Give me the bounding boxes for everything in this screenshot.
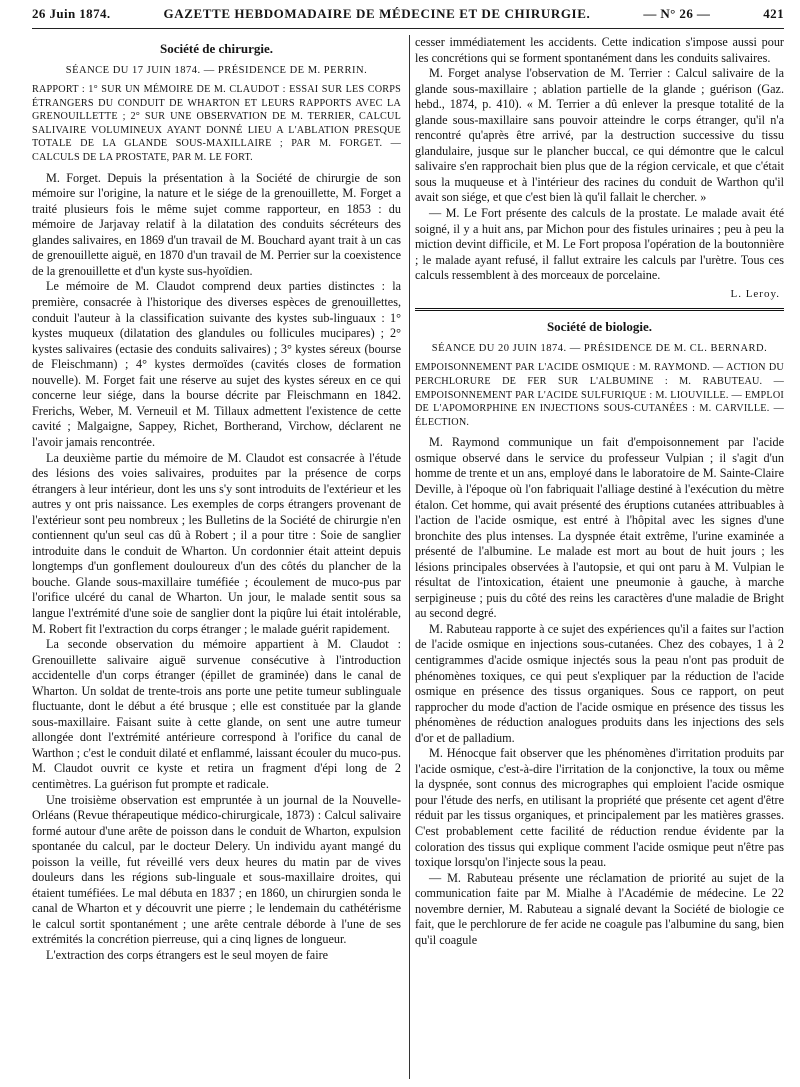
- section-title-chirurgie: Société de chirurgie.: [160, 41, 273, 56]
- session-summary: RAPPORT : 1° SUR UN MÉMOIRE DE M. CLAUDOT : ESSAI SUR LES CORPS ÉTRANGERS DU CONDUIT DE WHARTON ET LEURS RAPPORTS AVEC LA GRENOUILLETTE ; 2° SUR UNE OBSERVATION DE M. TERRIER, CALCUL SALIVAIRE VOLUMINEUX AYANT DONNÉ LIEU A L'ABLATION PRESQUE TOTALE DE LA GLANDE SOUS-MAXILLAIRE ; PAR M. FORGET. — CALCULS DE LA PROSTATE, PAR M. LE FORT.: [32, 84, 401, 164]
- section-divider: [415, 308, 784, 311]
- paragraph: M. Raymond communique un fait d'empoisonnement par l'acide osmique observé dans le service du professeur Vulpian ; il s'agit d'un homme de trente et un ans, employé dans le laboratoire de M. Sainte-Claire Deville, à l'époque où l'on fabriquait l'alliage destiné à l'exécution du mètre étalon. Cet homme, qui avait présenté des éruptions cutanées attribuables à l'action de l'acide osmique, est entré à l'hôpital avec les signes d'une bronchite des plus intenses. La dyspnée était extrême, l'urine examinée a présenté de l'albumine. Le malade est mort au bout de huit jours ; les lésions principales observées à l'autopsie, et qui ont paru à M. Vulpian le résultat de l'intoxication, étaient une pneumonie à gauche, à marche serpigineuse ; puis du côté des reins les caractères d'une maladie de Bright au second degré.: [415, 435, 784, 621]
- paragraph: — M. Rabuteau présente une réclamation de priorité au sujet de la communication faite par M. Mialhe à l'Académie de médecine. Le 22 novembre dernier, M. Rabuteau a signalé devant la Société de biologie ce fait, que le perchlorure de fer acide ne coagule pas l'albumine du sang, bien qu'il coagule: [415, 870, 784, 947]
- paragraph: La deuxième partie du mémoire de M. Claudot est consacrée à l'étude des lésions des voies salivaires, produites par la présence de corps étrangers à leur intérieur, dont les uns s'y sont introduits de l'extérieur et les autres y ont pris naissance. Les exemples de corps étrangers provenant de l'extérieur sont peu nombreux ; les Bulletins de la Société de chirurgie n'en contiennent qu'un seul cas dû à Robert ; il a pour titre : Soie de sanglier introduite dans le conduit de Wharton. Un cordonnier était atteint depuis longtemps d'un gonflement douloureux d'un des côtés du plancher de la bouche. Glande sous-maxillaire tuméfiée ; écoulement de muco-pus par l'orifice ulcéré du canal de Wharton. Un jour, le malade sentit sous sa langue l'extrémité d'une soie de sanglier dont la piqûre lui était intolérable, M. Robert fit l'extraction du corps étranger ; le malade guérit rapidement.: [32, 450, 401, 636]
- right-column: [407, 35, 784, 1085]
- header-page-number: 421: [763, 6, 784, 21]
- paragraph: M. Hénocque fait observer que les phénomènes d'irritation produits par l'acide osmique, c'est-à-dire l'irritation de la conjonctive, la toux ou même la dyspnée, sont connus des micrographes qui emploient l'acide osmique pour l'étude des nerfs, en utilisant la propriété que présente cet agent d'être réduit par les tissus organiques, et principalement par les matières grasses. C'est probablement cette facilité de réduction rendue évidente par la coloration des tissus qui explique comment l'acide osmique peut n'être pas toxique lorsqu'on l'injecte sous la peau.: [415, 746, 784, 870]
- paragraph: Le mémoire de M. Claudot comprend deux parties distinctes : la première, consacrée à l'historique des diverses espèces de grenouillettes, conduit l'auteur à la classification suivante des kystes sub-linguaux : 1° kystes muqueux (dilatation des glandules ou follicules mucipares) ; 2° kystes salivaires (ectasie des conduits salivaires) ; 3° kystes séreux (bourse de Fleischmann) ; 4° kystes dermoïdes (cavités closes de formation nouvelle). M. Forget fait une réserve au sujet des kystes séreux en ce qui concerne leur siége, dans la bourse décrite par Fleischmann en 1842. Frerichs, Weber, M. Verneuil et M. Tillaux admettent l'existence de cette cavité ; Malgaigne, Sappey, Richet, Bortherand, Virchow, déclarent ne l'avoir jamais rencontrée.: [32, 279, 401, 449]
- seance-line: SÉANCE DU 17 JUIN 1874. — PRÉSIDENCE DE M. PERRIN.: [65, 64, 368, 76]
- header-issue-number: — N° 26 —: [643, 6, 711, 21]
- paragraph: La seconde observation du mémoire appartient à M. Claudot : Grenouillette salivaire aiguë survenue consécutive à l'introduction accidentelle d'un corps étranger (épillet de graminée) dans le canal de Wharton. Un soldat de trente-trois ans porte une petite tumeur sublinguale fluctuante, dont le début a été brusque ; elle est constituée par la glande sous-maxillaire. Faisant suite à cette glande, on sent une autre tumeur allongée dont l'extrémité antérieure correspond à l'orifice du canal de Warthon ; c'est le conduit dilaté et enflammé, laissant écouler du muco-pus. M. Claudot ouvrit ce kyste et retira un fragment d'épi long de 2 centimètres. La guérison fut prompte et radicale.: [32, 637, 401, 791]
- paragraph: M. Forget. Depuis la présentation à la Société de chirurgie de son mémoire sur l'origine, la nature et le siége de la grenouillette, M. Forget a traité plusieurs fois le même sujet comme rapporteur, en 1853 : du mémoire de Jarjavay relatif à la dilatation des conduits sécréteurs des glandes salivaires, en 1869 d'un travail de M. Bouchard ayant trait à un cas de grenouillette aiguë, en 1870 d'un travail de M. Perrier sur la coexistence de la grenouillette et d'un kyste sus-hyoïdien.: [32, 170, 401, 278]
- paragraph: L'extraction des corps étrangers est le seul moyen de faire: [46, 948, 329, 962]
- left-column: [32, 35, 407, 1085]
- paragraph: M. Forget analyse l'observation de M. Terrier : Calcul salivaire de la glande sous-maxillaire ; ablation partielle de la glande ; guérison (Gaz. hebd., 1874, p. 410). « M. Terrier a dû enlever la presque totalité de la glande sous-maxillaire sans pouvoir atteindre le corps étranger, qu'il n'a rencontré qu'après être arrivé, par la destruction successive du tissu glandulaire, jusque sur le plancher buccal, ce qui démontre que le calcul salivaire s'en rapprochait bien plus que de la région cervicale, et que c'était sous la muqueuse et à l'intérieur des racines du conduit de Warthon qu'il avait son siége, et que c'est bien là qu'il fallait le chercher. »: [415, 66, 784, 205]
- paragraph: cesser immédiatement les accidents. Cette indication s'impose aussi pour les concrétions qui se forment spontanément dans les conduits salivaires.: [415, 35, 784, 65]
- header-date: 26 Juin 1874.: [32, 6, 111, 21]
- paragraph: Une troisième observation est empruntée à un journal de la Nouvelle-Orléans (Revue thérapeutique médico-chirurgicale, 1873) : Calcul salivaire formé autour d'une arête de poisson dans le conduit de Wharton, expulsion spontanée du calcul, par le docteur Delery. Un individu ayant mangé du poisson la veille, fut réveillé vers deux heures du matin par de vives douleurs dans les régions sub-linguale et sous-maxillaire droites, qui étaient tuméfiées. Le mal débuta en 1837 ; en 1860, un chirurgien sonda le canal de Wharton et y découvrit une pierre ; le lendemain du cathétérisme le calcul sortit spontanément ; une arête centrale déborde à l'une de ses extrémités la concrétion pierreuse, qui a cinq lignes de longueur.: [32, 792, 401, 947]
- seance-line: SÉANCE DU 20 JUIN 1874. — PRÉSIDENCE DE M. CL. BERNARD.: [431, 342, 768, 354]
- header-journal-title: GAZETTE HEBDOMADAIRE DE MÉDECINE ET DE CHIRURGIE.: [163, 6, 591, 21]
- session-summary: EMPOISONNEMENT PAR L'ACIDE OSMIQUE : M. RAYMOND. — ACTION DU PERCHLORURE DE FER SUR L'ALBUMINE : M. RABUTEAU. — EMPOISONNEMENT PAR L'ACIDE SULFURIQUE : M. LIOUVILLE. — EMPLOI DE L'APOMORPHINE EN INJECTIONS SOUS-CUTANÉES : M. CARVILLE. — ÉLECTION.: [415, 362, 784, 428]
- section-title-biologie: Société de biologie.: [546, 319, 653, 335]
- running-header: [32, 6, 784, 29]
- author-signature: L. Leroy.: [730, 287, 780, 300]
- paragraph: — M. Le Fort présente des calculs de la prostate. Le malade avait été soigné, il y a huit ans, par Michon pour des fistules urinaires ; peu à peu la miction devint difficile, et M. Le Fort proposa l'opération de la boutonnière ; le malade ayant refusé, il fallut extraire les calculs par l'urètre. Tous ces calculs ressemblent à des morceaux de porcelaine.: [415, 206, 784, 283]
- paragraph: M. Rabuteau rapporte à ce sujet des expériences qu'il a faites sur l'action de l'acide osmique en injections sous-cutanées. Chez des cobayes, 1 à 2 centigrammes d'acide osmique injectés sous la peau n'ont pas produit de phénomènes toxiques, ce qui peut s'expliquer par la réduction de l'acide osmique en présence des tissus organiques. Sous ce rapport, on peut rapprocher du mode d'action de l'acide osmique en présence des tissus les phénomènes de réduction analogues produits dans les injections des sels d'or et de palladium.: [415, 621, 784, 745]
- column-divider: [409, 35, 410, 1079]
- text-columns: [32, 35, 784, 1085]
